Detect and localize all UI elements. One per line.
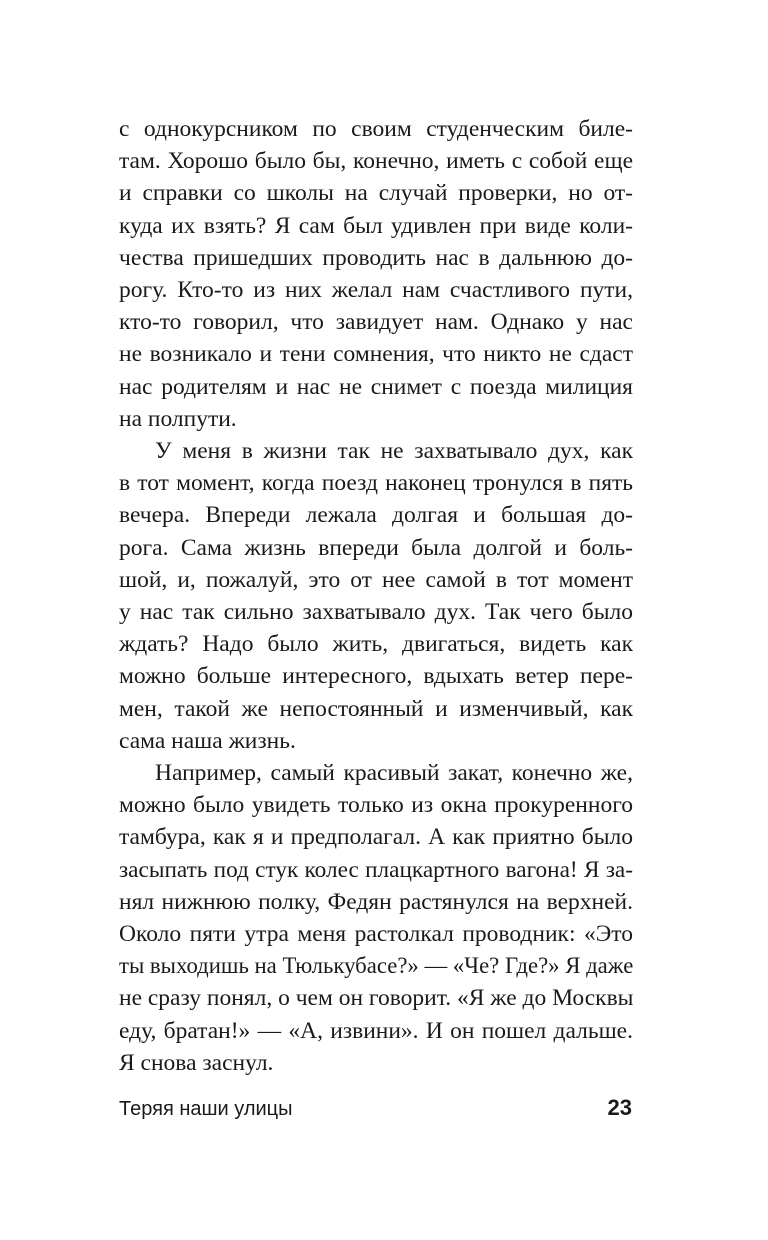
text-line: еду, братан!» — «А, извини». И он пошел дальше. — [119, 1017, 633, 1044]
text-line: можно было увидеть только из окна прокуренного — [119, 792, 633, 819]
text-line: ждать? Надо было жить, двигаться, видеть как — [119, 631, 633, 658]
text-line: тамбура, как я и предполагал. А как приятно было — [119, 824, 633, 851]
paragraph-2 — [119, 435, 633, 757]
text-line: ты выходишь на Тюлькубасе?» — «Че? Где?» Я даже — [119, 953, 634, 979]
text-line: нас родителям и нас не снимет с поезда милиция — [119, 373, 633, 400]
text-line: сама наша жизнь. — [119, 727, 296, 754]
text-line: там. Хорошо было бы, конечно, иметь с собой еще — [119, 148, 633, 175]
text-line: Я снова заснул. — [119, 1049, 274, 1076]
text-line: у нас так сильно захватывало дух. Так чего было — [119, 599, 633, 626]
text-line: с однокурсником по своим студенческим биле- — [119, 116, 633, 142]
text-line: мен, такой же непостоянный и изменчивый, как — [119, 695, 633, 722]
page-number: 23 — [607, 1095, 632, 1120]
text-line: можно больше интересного, вдыхать ветер пере- — [119, 663, 633, 690]
text-line: в тот момент, когда поезд наконец тронулся в пять — [119, 470, 633, 497]
text-line: кто-то говорил, что завидует нам. Однако у нас — [119, 309, 633, 336]
text-line: У меня в жизни так не захватывало дух, как — [155, 438, 633, 465]
paragraph-3 — [119, 757, 633, 1079]
text-line: чества пришедших проводить нас в дальнюю до- — [119, 244, 633, 271]
text-line: на полпути. — [119, 405, 237, 432]
text-line: не сразу понял, о чем он говорит. «Я же до Москвы — [119, 985, 634, 1012]
running-footer-title: Теряя наши улицы — [119, 1098, 293, 1120]
text-line: засыпать под стук колес плацкартного вагона! Я за- — [119, 856, 633, 883]
text-line: Например, самый красивый закат, конечно же, — [155, 760, 633, 787]
text-line: Около пяти утра меня растолкал проводник: «Это — [119, 921, 633, 948]
body-text — [119, 113, 633, 1079]
text-line: не возникало и тени сомнения, что никто не сдаст — [119, 341, 633, 368]
text-line: рогу. Кто-то из них желал нам счастливого пути, — [119, 277, 633, 304]
text-line: шой, и, пожалуй, это от нее самой в тот момент — [119, 566, 633, 593]
text-line: куда их взять? Я сам был удивлен при виде коли- — [119, 212, 633, 239]
text-line: рога. Сама жизнь впереди была долгой и боль- — [119, 534, 633, 561]
text-line: нял нижнюю полку, Федян растянулся на верхней. — [119, 888, 633, 915]
text-line: и справки со школы на случай проверки, но от- — [119, 180, 633, 207]
paragraph-1 — [119, 113, 633, 435]
text-line: вечера. Впереди лежала долгая и большая до- — [119, 502, 633, 529]
